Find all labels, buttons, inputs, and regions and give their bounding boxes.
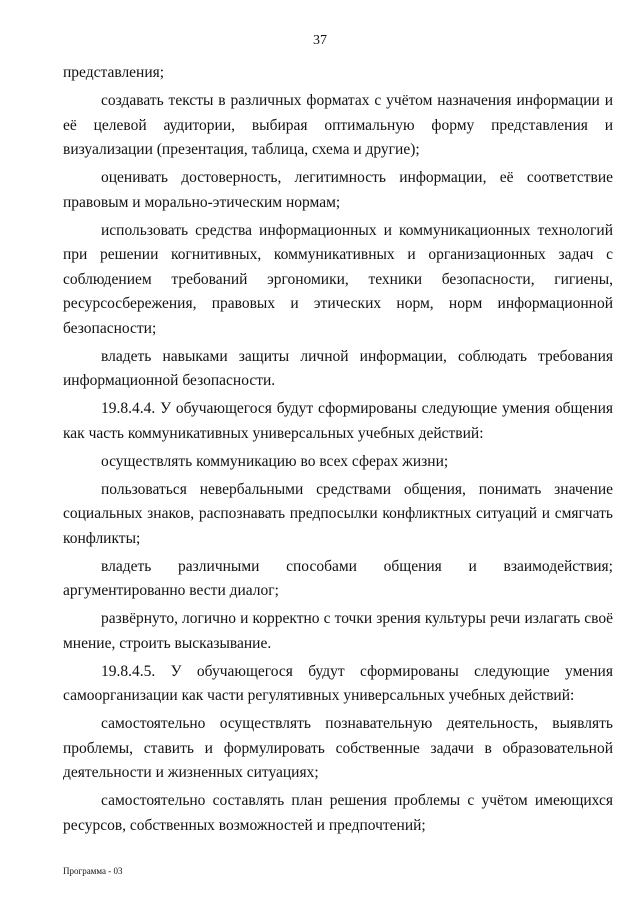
paragraph: самостоятельно составлять план решения проблемы с учётом имеющихся ресурсов, собственных возможностей и предпочтений;	[63, 792, 613, 834]
paragraph: осуществлять коммуникацию во всех сферах жизни;	[101, 452, 449, 470]
footer-label: Программа - 03	[63, 866, 123, 876]
paragraph: оценивать достоверность, легитимность информации, её соответствие правовым и морально-этическим нормам;	[63, 169, 613, 211]
paragraph: владеть навыками защиты личной информации, соблюдать требования информационной безопасности.	[63, 347, 613, 389]
paragraph: 19.8.4.4. У обучающегося будут сформированы следующие умения общения как часть коммуникативных универсальных учебных действий:	[63, 400, 613, 442]
paragraph: самостоятельно осуществлять познавательную деятельность, выявлять проблемы, ставить и формулировать собственные задачи в образовательной деятельности и жизненных ситуациях;	[63, 715, 613, 781]
document-body	[63, 61, 613, 842]
paragraph: представления;	[63, 64, 165, 81]
paragraph: использовать средства информационных и коммуникационных технологий при решении когнитивных, коммуникативных и организационных задач с соблюдением требований эргономики, техники безопасности, гигиены, ресурсосбережения, правовых и этических норм, норм информационной безопасности;	[63, 221, 613, 337]
paragraph: создавать тексты в различных форматах с учётом назначения информации и её целевой аудитории, выбирая оптимальную форму представления и визуализации (презентация, таблица, схема и другие);	[63, 92, 613, 158]
paragraph: 19.8.4.5. У обучающегося будут сформированы следующие умения самоорганизации как части регулятивных универсальных учебных действий:	[63, 662, 613, 704]
paragraph: пользоваться невербальными средствами общения, понимать значение социальных знаков, распознавать предпосылки конфликтных ситуаций и смягчать конфликты;	[63, 480, 613, 547]
page-number: 37	[313, 33, 327, 48]
paragraph: развёрнуто, логично и корректно с точки зрения культуры речи излагать своё мнение, строить высказывание.	[63, 610, 613, 652]
paragraph: владеть различными способами общения и взаимодействия; аргументированно вести диалог;	[63, 557, 613, 599]
